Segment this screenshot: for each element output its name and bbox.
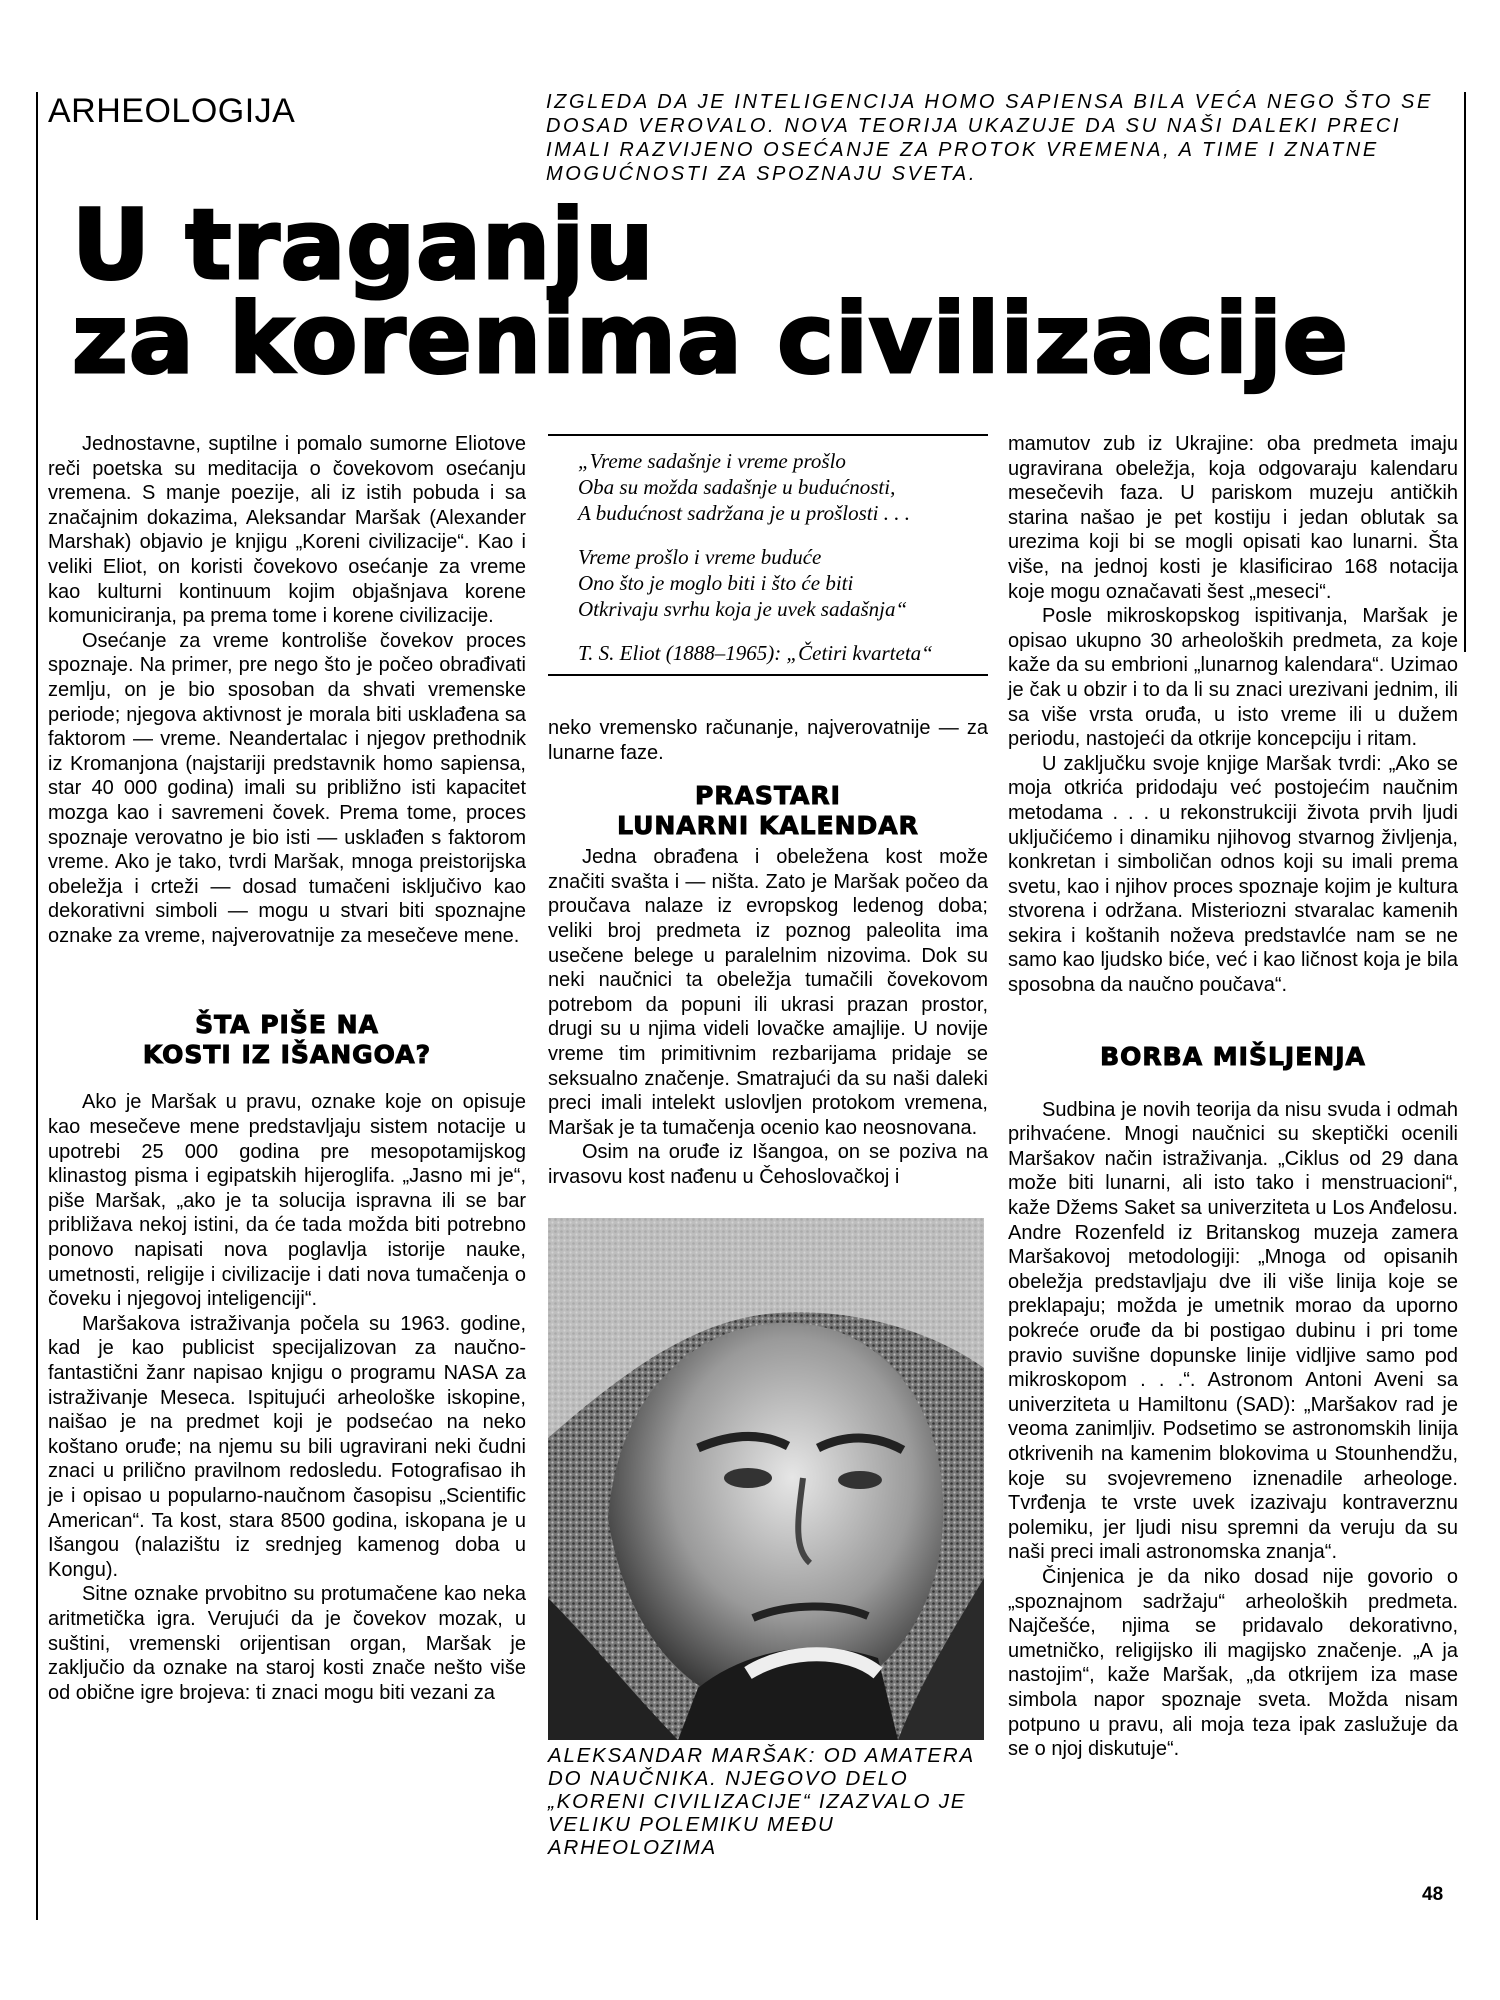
lead-paragraph: IZGLEDA DA JE INTELIGENCIJA HOMO SAPIENSA BILA VEĆA NEGO ŠTO SE DOSAD VEROVALO. NOVA TEORIJA UKAZUJE DA SU NAŠI DALEKI PRECI IMALI RAZVIJENO OSEĆANJE ZA PROTOK VREMENA, A TIME I ZNATNE MOGUĆNOSTI ZA SPOZNAJU SVETA. [546,91,1433,185]
headline [72,189,1472,395]
col2-subhead-line-2: LUNARNI KALENDAR [617,811,919,841]
col3-paragraph-5: Činjenica je da niko dosad nije govorio o „spoznajnom sadržaju“ arheoloških predmeta. Najčešće, njima se pridavalo dekorativno, umetničko, religijsko ili magijsko značenje. „A ja nastojim“, kaže Maršak, „da otkrijem iza mase simbola napor spoznaje sveta. Možda nisam potpuno u pravu, ali moja teza ipak zaslužuje da se o njoj diskutuje“. [1008,1565,1458,1761]
portrait-photo [548,1218,984,1740]
photo-caption: ALEKSANDAR MARŠAK: OD AMATERA DO NAUČNIKA. NJEGOVO DELO „KORENI CIVILIZACIJE“ IZAZVALO JE VELIKU POLEMIKU MEĐU ARHEOLOZIMA [548,1744,975,1859]
headline-line-1: U traganju [72,189,655,301]
page-number: 48 [1422,1884,1444,1905]
col1-paragraph-2: Osećanje za vreme kontroliše čovekov proces spoznaje. Na primer, pre nego što je počeo obrađivati zemlju, on je bio sposoban da shvati vremenske periode; njegova aktivnost je morala biti usklađena sa faktorom — vreme. Neandertalac i njegov prethodnik iz Kromanjona (najstariji predstavnik homo sapiensa, star 40 000 godina) imali su približno isti kapacitet mozga kao i savremeni čovek. Prema tome, proces spoznaje verovatno je bio isti — usklađen s faktorom vreme. Ako je tako, tvrdi Maršak, mnoga preistorijska obeležja i crteži — dosad tumačeni isključivo kao dekorativni simboli — mogu u stvari biti spoznajne oznake za vreme, najverovatnije za mesečeve mene. [48,629,526,947]
col2-paragraph-1: neko vremensko računanje, najverovatnije — za lunarne faze. [548,717,988,764]
col1-paragraph-5: Sitne oznake prvobitno su protumačene kao neka aritmetička igra. Verujući da je čovekov mozak, u suštini, vremenski orijentisan organ, Maršak je zaključio da oznake na staroj kosti znače nešto više od obične igre brojeva: ti znaci mogu biti vezani za [48,1583,526,1704]
col3-paragraph-1: mamutov zub iz Ukrajine: oba predmeta imaju ugravirana obeležja, koja odgovaraju kalendaru mesečevih faza. U pariskom muzeju antičkih starina našao je pet kostiju i jedan oblutak sa urezima koji bi se mogli opisati kao lunarni. Šta više, na jednoj kosti je klasificirao 168 notacija koje mogu označavati šest „meseci“. [1008,433,1458,603]
col1-subhead-line-2: KOSTI IZ IŠANGOA? [142,1040,432,1070]
poem-attribution-gap [578,622,988,640]
poem-line-1: „Vreme sadašnje i vreme prošlo [578,449,846,473]
portrait-illustration [548,1218,984,1740]
col1-paragraph-3: Ako je Maršak u pravu, oznake koje on opisuje kao mesečeve mene predstavljaju sistem notacije u upotrebi 25 000 godina pre mesopotamijskog klinastog pisma i egipatskih hijeroglifa. „Jasno mi je“, piše Maršak, „ako je ta solucija ispravna ili se bar približava nekoj istini, da će tada možda biti potrebno ponovo napisati nova poglavlja istorije nauke, umetnosti, religije i civilizacije i dati nova tumačenja o čoveku i njegovoj inteligenciji“. [48,1091,526,1311]
col2-subhead-line-1: PRASTARI [695,781,841,811]
col2-subhead [548,781,988,841]
poem-line-4: Vreme prošlo i vreme buduće [578,545,822,569]
col3-subhead: BORBA MIŠLJENJA [1100,1041,1366,1071]
col3-paragraph-2: Posle mikroskopskog ispitivanja, Maršak je opisao ukupno 30 arheoloških predmeta, za koje kaže da su embrioni „lunarnog kalendara“. Uzimao je čak u obzir i to da li su znaci urezivani jednim, ili sa više vrsta oruđa, u isto vreme ili u dužem periodu, nastojeći da otkrije koncepciju i ritam. [1008,605,1458,751]
col2-paragraph-3: Osim na oruđe iz Išangoa, on se poziva na irvasovu kost nađenu u Čehoslovačkoj i [548,1141,988,1188]
column-1 [48,432,526,1705]
section-label: ARHEOLOGIJA [48,92,296,130]
poem-line-2: Oba su možda sadašnje u budućnosti, [578,475,896,499]
poem-stanza-gap [578,526,988,544]
left-column-rule [36,92,38,1920]
col3-paragraph-3: U zaključku svoje knjige Maršak tvrdi: „Ako se moja otkrića pridodaju već postojećim naučnim metodama . . . u rekonstrukciji života prvih ljudi uključićemo i dinamiku njihovog stvarnog življenja, konkretan i simboličan odnos koji su imali prema svetu, kao i njihov proces spoznaje kojim je kultura stvorena i održana. Misteriozni stvaralac kamenih sekira i koštanih noževa predstavlće nam se ne samo kao ljudsko biće, već i kao ličnost koja je bila sposobna da naučno poučava“. [1008,752,1458,997]
col1-paragraph-1: Jednostavne, suptilne i pomalo sumorne Eliotove reči poetska su meditacija o čovekovom osećanju vremena. S manje poezije, ali iz istih pobuda i sa značajnim dokazima, Aleksandar Maršak (Alexander Marshak) objavio je knjigu „Koreni civilizacije“. Kao i veliki Eliot, on koristi čovekovo osećanje za vreme kao kulturni kontinuum kojim objašnjava korene komuniciranja, pa prema tome i korene civilizacije. [48,433,526,628]
col1-subhead [48,1010,526,1070]
poem-attribution: T. S. Eliot (1888–1965): „Četiri kvarteta“ [578,641,933,665]
column-3 [1008,432,1458,1762]
poem-line-6: Otkrivaju svrhu koja je uvek sadašnja“ [578,597,908,621]
col1-paragraph-4: Maršakova istraživanja počela su 1963. godine, kad je kao publicist specijalizovan za naučno-fantastični žanr napisao knjigu o programu NASA za istraživanje Meseca. Ispitujući arheološke iskopine, naišao je na predmet koji je podsećao na neko koštano oruđe; na njemu su bili ugravirani neki čudni znaci u prilično pravilnom redosledu. Fotografisao ih je i opisao u popularno-naučnom časopisu „Scientific American“. Ta kost, stara 8500 godina, iskopana je u Išangou (nalazištu iz srednjeg kamenog doba u Kongu). [48,1312,526,1581]
poem-line-3: A budućnost sadržana je u prošlosti . . . [578,501,910,525]
col1-subhead-line-1: ŠTA PIŠE NA [195,1010,379,1040]
poem-box [548,434,988,676]
column-2 [548,716,988,1190]
poem-line-5: Ono što je moglo biti i što će biti [578,571,854,595]
col2-paragraph-2: Jedna obrađena i obeležena kost može značiti svašta i — ništa. Zato je Maršak počeo da proučava nalaze iz evropskog ledenog doba; veliki broj predmeta iz poznog paleolita ima usečene belege u paralelnim nizovima. Dok su neki naučnici ta obeležja tumačili čovekovom potrebom da popuni ili ukrasi prazan prostor, drugi su u njima videli lovačke amajlije. U novije vreme tim primitivnim rezbarijama pridaje se seksualno značenje. Smatrajući da su naši daleki preci imali intelekt uslovljen protokom vremena, Maršak je ta tumačenja ocenio kao neosnovana. [548,846,988,1139]
col3-paragraph-4: Sudbina je novih teorija da nisu svuda i odmah prihvaćene. Mnogi naučnici su skeptički ocenili Maršakov način istraživanja. „Ciklus od 29 dana može biti lunarni, ali isto tako i menstruacioni“, kaže Džems Saket sa univerziteta u Los Anđelosu. Andre Rozenfeld iz Britanskog muzeja zamera Maršakovoj metodologiji: „Mnoga od opisanih obeležja predstavljaju dve ili više linija koje se preklapaju; možda je umetnik morao da uporno pokreće oruđe da bi postigao dubinu i pri tome pravio suvišne dopunske linije vidljive samo pod mikroskopom . . .“. Astronom Antoni Aveni sa univerziteta u Hamiltonu (SAD): „Maršakov rad je veoma zanimljiv. Podsetimo se astronomskih linija otkrivenih na kamenim blokovima u Stounhendžu, koje su svojevremeno iznenadile arheologe. Tvrđenja te vrste uvek izazivaju kontraverznu polemiku, jer ljudi nisu spremni da veruju da su naši preci imali astronomska znanja“. [1008,1098,1458,1564]
headline-line-2: za korenima civilizacije [72,283,1349,395]
